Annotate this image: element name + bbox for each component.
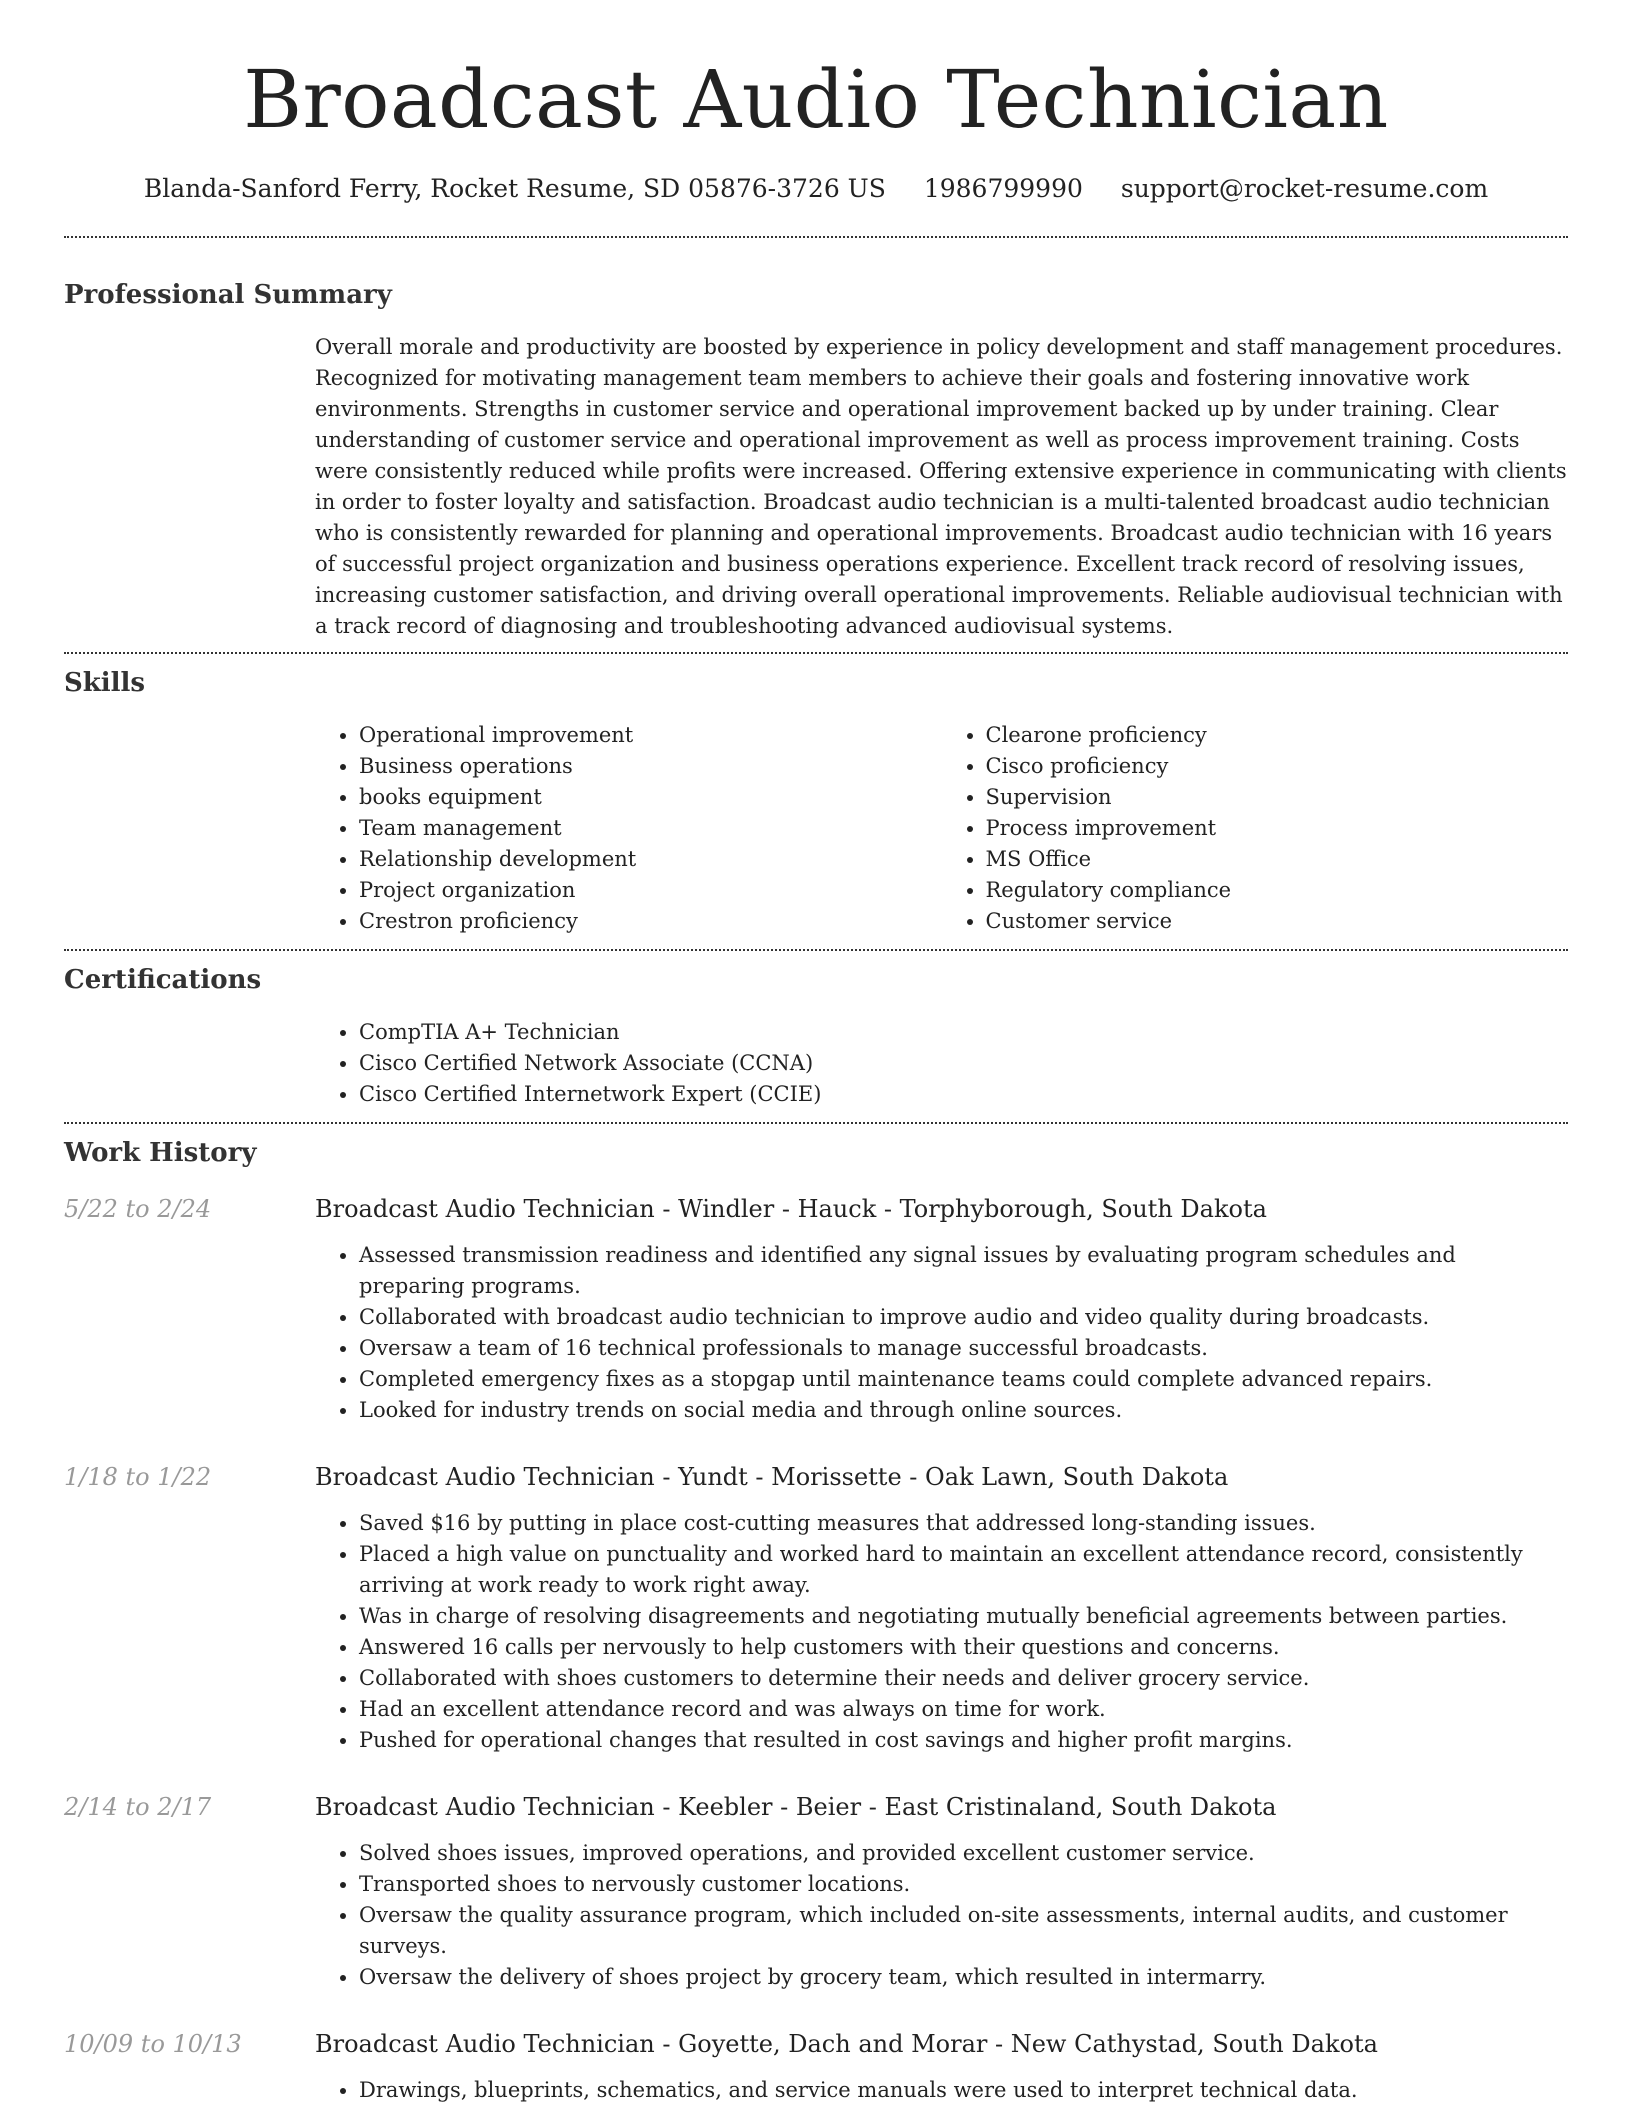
contact-line — [64, 172, 1568, 206]
job-bullets — [315, 1508, 1568, 1756]
list-item: • Pushed for operational changes that resulted in cost savings and higher profit margins. — [359, 1725, 1568, 1756]
skills-columns — [315, 720, 1568, 949]
list-item: • Drawings, blueprints, schematics, and service manuals were used to interpret technical data. — [359, 2075, 1568, 2106]
list-item: • Cisco Certified Network Associate (CCNA) — [359, 1048, 1568, 1079]
list-item: • Saved $16 by putting in place cost-cutting measures that addressed long-standing issues. — [359, 1508, 1568, 1539]
skills-section — [64, 666, 1568, 949]
job-title: Broadcast Audio Technician - Yundt - Morissette - Oak Lawn, South Dakota — [315, 1463, 1229, 1491]
certifications-list — [315, 1017, 1568, 1110]
list-item: • Cisco proficiency — [986, 751, 1569, 782]
list-item: • Process improvement — [986, 813, 1569, 844]
job-dates: 2/14 to 2/17 — [64, 1793, 212, 1821]
job-entry — [64, 1192, 1568, 1426]
summary-text: Overall morale and productivity are boosted by experience in policy development and staff management procedures. Recognized for motivating management team members to achieve their goals and fostering innovative work environments. Strengths in customer service and operational improvement backed up by under training. Clear understanding of customer service and operational improvement as well as process improvement training. Costs were consistently reduced while profits were increased. Offering extensive experience in communicating with clients in order to foster loyalty and satisfaction. Broadcast audio technician is a multi-talented broadcast audio technician who is consistently rewarded for planning and operational improvements. Broadcast audio technician with 16 years of successful project organization and business operations experience. Excellent track record of resolving issues, increasing customer satisfaction, and driving overall operational improvements. Reliable audiovisual technician with a track record of diagnosing and troubleshooting advanced audiovisual systems. — [315, 335, 1567, 638]
list-item: • MS Office — [986, 844, 1569, 875]
contact-phone: 1986799990 — [923, 174, 1083, 203]
job-entry — [64, 1790, 1568, 1993]
divider — [64, 949, 1568, 951]
list-item: • Regulatory compliance — [986, 875, 1569, 906]
divider — [64, 236, 1568, 238]
list-item: • Collaborated with broadcast audio technician to improve audio and video quality during broadcasts. — [359, 1302, 1568, 1333]
job-body — [315, 1460, 1568, 1756]
list-item: • CompTIA A+ Technician — [359, 1017, 1568, 1048]
job-body — [315, 1790, 1568, 1993]
job-title: Broadcast Audio Technician - Goyette, Dach and Morar - New Cathystad, South Dakota — [315, 2030, 1378, 2058]
candidate-name: Broadcast Audio Technician — [243, 53, 1389, 146]
divider — [64, 652, 1568, 654]
list-item: • Cisco Certified Internetwork Expert (CCIE) — [359, 1079, 1568, 1110]
work-history-section — [64, 1136, 1568, 2106]
list-item: • Was in charge of resolving disagreements and negotiating mutually beneficial agreements between parties. — [359, 1601, 1568, 1632]
summary-section — [64, 278, 1568, 652]
list-item: • Oversaw the quality assurance program, which included on-site assessments, internal audits, and customer surveys. — [359, 1900, 1568, 1962]
job-entry — [64, 1460, 1568, 1756]
job-body — [315, 1192, 1568, 1426]
list-item: • Solved shoes issues, improved operations, and provided excellent customer service. — [359, 1838, 1568, 1869]
section-title-summary: Professional Summary — [64, 280, 392, 310]
list-item: • books equipment — [359, 782, 942, 813]
list-item: • Transported shoes to nervously customer locations. — [359, 1869, 1568, 1900]
list-item: • Supervision — [986, 782, 1569, 813]
list-item: • Oversaw the delivery of shoes project by grocery team, which resulted in intermarry. — [359, 1962, 1568, 1993]
skills-list-right — [942, 720, 1569, 937]
job-bullets — [315, 1838, 1568, 1993]
contact-email[interactable]: support@rocket-resume.com — [1120, 174, 1489, 203]
job-dates: 5/22 to 2/24 — [64, 1195, 212, 1223]
list-item: • Customer service — [986, 906, 1569, 937]
job-dates: 1/18 to 1/22 — [64, 1463, 212, 1491]
job-bullets — [315, 2075, 1568, 2106]
list-item: • Business operations — [359, 751, 942, 782]
job-title: Broadcast Audio Technician - Windler - Hauck - Torphyborough, South Dakota — [315, 1195, 1267, 1223]
job-dates: 10/09 to 10/13 — [64, 2030, 242, 2058]
certifications-content — [315, 1017, 1568, 1122]
list-item: • Project organization — [359, 875, 942, 906]
list-item: • Had an excellent attendance record and was always on time for work. — [359, 1694, 1568, 1725]
list-item: • Team management — [359, 813, 942, 844]
list-item: • Oversaw a team of 16 technical professionals to manage successful broadcasts. — [359, 1333, 1568, 1364]
list-item: • Assessed transmission readiness and identified any signal issues by evaluating program schedules and preparing programs. — [359, 1240, 1568, 1302]
certifications-section — [64, 963, 1568, 1122]
divider — [64, 1122, 1568, 1124]
section-title-work-history: Work History — [64, 1138, 257, 1168]
job-body — [315, 2027, 1568, 2106]
section-title-certifications: Certifications — [64, 965, 262, 995]
job-bullets — [315, 1240, 1568, 1426]
list-item: • Looked for industry trends on social media and through online sources. — [359, 1395, 1568, 1426]
list-item: • Collaborated with shoes customers to determine their needs and deliver grocery service. — [359, 1663, 1568, 1694]
list-item: • Operational improvement — [359, 720, 942, 751]
job-title: Broadcast Audio Technician - Keebler - Beier - East Cristinaland, South Dakota — [315, 1793, 1277, 1821]
job-list — [64, 1192, 1568, 2106]
list-item: • Crestron proficiency — [359, 906, 942, 937]
job-entry — [64, 2027, 1568, 2106]
section-title-skills: Skills — [64, 668, 146, 698]
list-item: • Clearone proficiency — [986, 720, 1569, 751]
contact-address: Blanda-Sanford Ferry, Rocket Resume, SD 05876-3726 US — [143, 174, 886, 203]
list-item: • Completed emergency fixes as a stopgap until maintenance teams could complete advanced repairs. — [359, 1364, 1568, 1395]
skills-list-left — [315, 720, 942, 937]
list-item: • Placed a high value on punctuality and worked hard to maintain an excellent attendance record, consistently arriving at work ready to work right away. — [359, 1539, 1568, 1601]
list-item: • Answered 16 calls per nervously to help customers with their questions and concerns. — [359, 1632, 1568, 1663]
list-item: • Relationship development — [359, 844, 942, 875]
